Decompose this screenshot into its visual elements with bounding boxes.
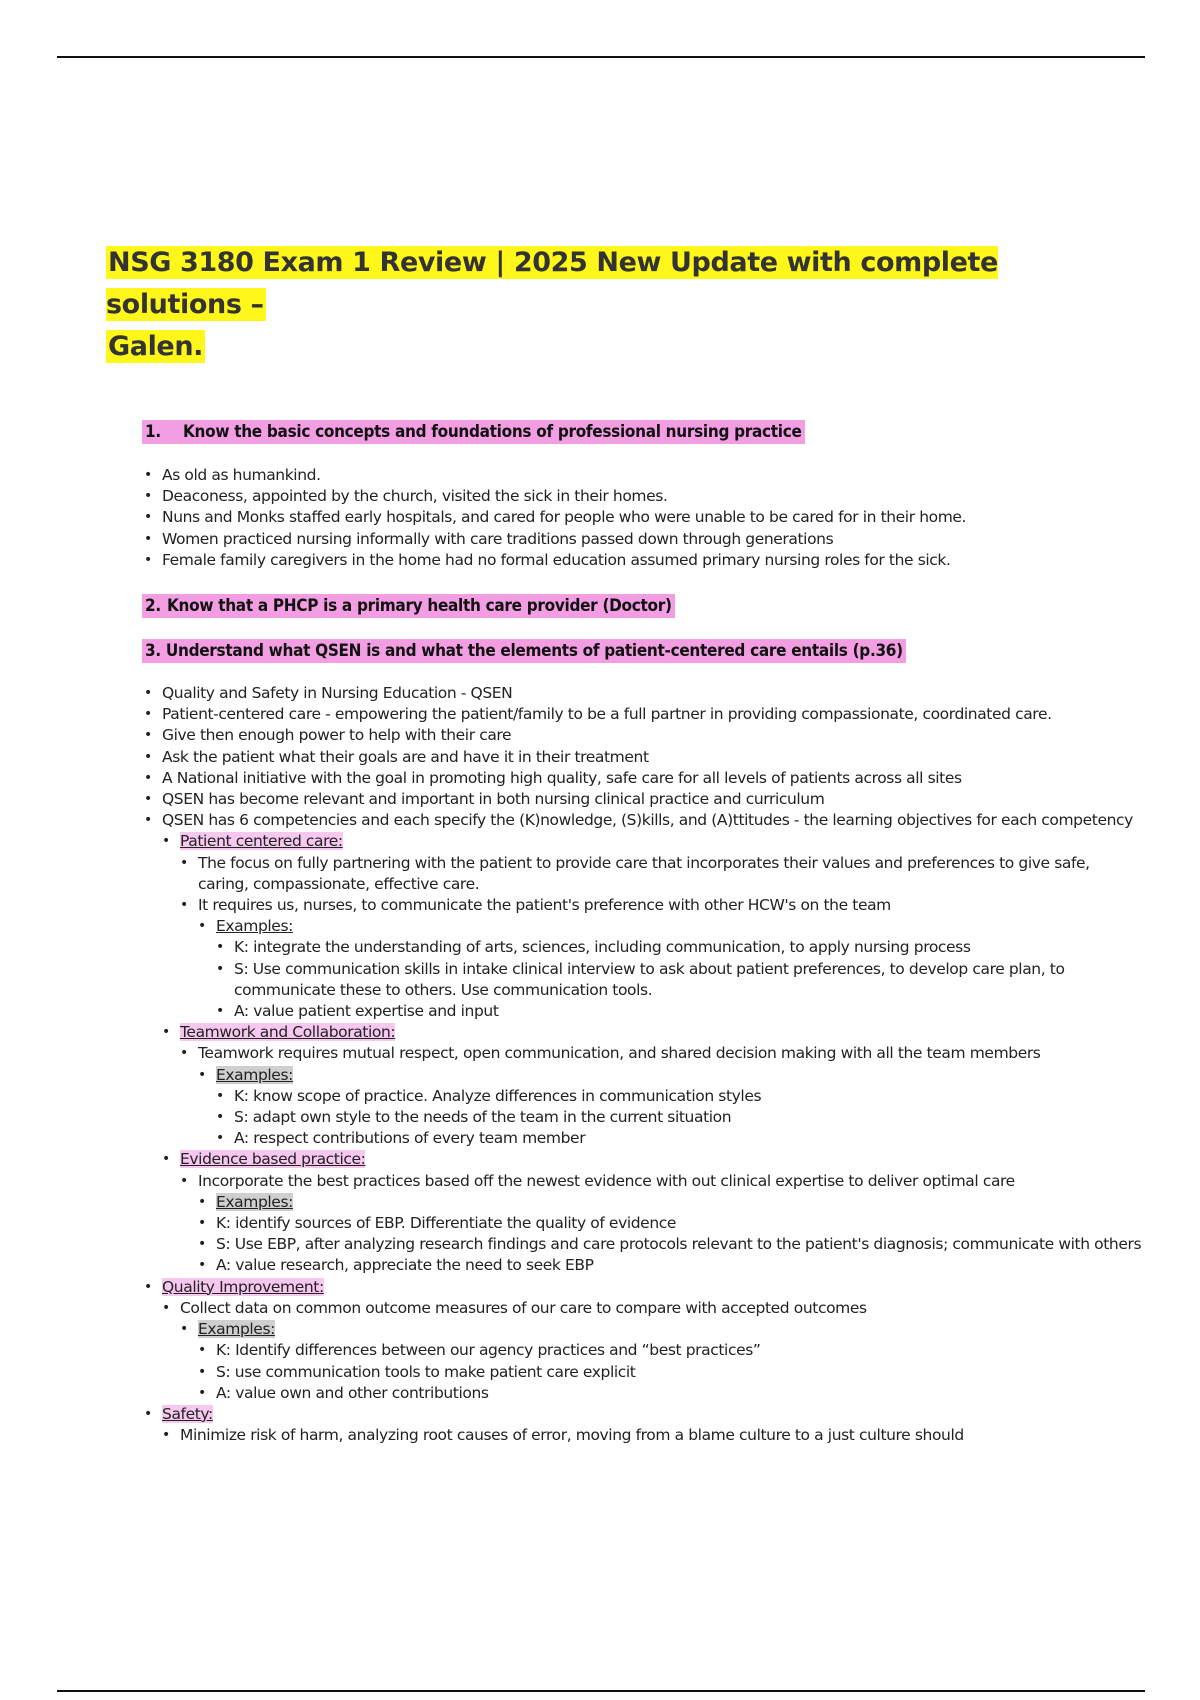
section-2-heading-text: Know that a PHCP is a primary health care provider (Doctor) <box>167 596 672 616</box>
teamwork-label-item <box>160 1022 1142 1043</box>
list-item: • A: value own and other contributions <box>196 1383 1142 1404</box>
list-item: • S: use communication tools to make patient care explicit <box>196 1362 1142 1383</box>
list-item: • Collect data on common outcome measures of our care to compare with accepted outcomes <box>160 1298 1142 1319</box>
list-item: • S: Use EBP, after analyzing research findings and care protocols relevant to the patient's diagnosis; communicate with others <box>196 1234 1142 1255</box>
safety-label: Safety: <box>162 1404 213 1423</box>
list-item: • Women practiced nursing informally with care traditions passed down through generations <box>142 529 1142 550</box>
examples-label-item <box>196 1192 1142 1213</box>
list-item: • QSEN has 6 competencies and each specify the (K)nowledge, (S)kills, and (A)ttitudes - the learning objectives for each competency <box>142 810 1142 831</box>
list-item: • It requires us, nurses, to communicate the patient's preference with other HCW's on the team <box>178 895 1142 916</box>
evidence-label: Evidence based practice: <box>180 1150 366 1169</box>
list-item: • Deaconess, appointed by the church, visited the sick in their homes. <box>142 486 1142 507</box>
list-item: • Patient-centered care - empowering the patient/family to be a full partner in providing compassionate, coordinated care. <box>142 704 1142 725</box>
title-line-2: Galen. <box>108 331 204 362</box>
section-3-heading-text: 3. Understand what QSEN is and what the elements of patient-centered care entails (p.36) <box>145 641 903 661</box>
section-1-number: 1. <box>145 422 161 442</box>
examples-label: Examples: <box>216 917 293 936</box>
list-item: • Female family caregivers in the home had no formal education assumed primary nursing roles for the sick. <box>142 550 1142 571</box>
section-2-number: 2. <box>145 596 161 616</box>
list-item: • Minimize risk of harm, analyzing root causes of error, moving from a blame culture to a just culture should <box>160 1425 1142 1446</box>
quality-label-item <box>142 1277 1142 1298</box>
list-item: • QSEN has become relevant and important in both nursing clinical practice and curriculum <box>142 789 1142 810</box>
list-item: • S: adapt own style to the needs of the team in the current situation <box>214 1107 1142 1128</box>
safety-label-item <box>142 1404 1142 1425</box>
list-item: • S: Use communication skills in intake clinical interview to ask about patient preferences, to develop care plan, to communicate these to others. Use communication tools. <box>214 959 1142 1001</box>
list-item: • K: know scope of practice. Analyze differences in communication styles <box>214 1086 1142 1107</box>
list-item: • K: identify sources of EBP. Differentiate the quality of evidence <box>196 1213 1142 1234</box>
list-item: • A: respect contributions of every team member <box>214 1128 1142 1149</box>
examples-label: Examples: <box>198 1320 275 1339</box>
list-item: • K: Identify differences between our agency practices and “best practices” <box>196 1340 1142 1361</box>
list-item: • Incorporate the best practices based off the newest evidence with out clinical expertise to deliver optimal care <box>178 1171 1142 1192</box>
list-item: • A: value research, appreciate the need to seek EBP <box>196 1255 1142 1276</box>
list-item: • Teamwork requires mutual respect, open communication, and shared decision making with all the team members <box>178 1043 1142 1064</box>
evidence-label-item <box>160 1149 1142 1170</box>
examples-label-item <box>178 1319 1142 1340</box>
section-2-heading <box>142 594 675 618</box>
examples-label-item <box>196 1065 1142 1086</box>
section-3-heading <box>142 639 906 663</box>
examples-label: Examples: <box>216 1065 293 1084</box>
patient-centered-label: Patient centered care: <box>180 832 343 851</box>
patient-centered-label-item <box>160 831 1142 852</box>
teamwork-label: Teamwork and Collaboration: <box>180 1023 396 1042</box>
list-item: • Ask the patient what their goals are and have it in their treatment <box>142 747 1142 768</box>
list-item: • Give then enough power to help with their care <box>142 725 1142 746</box>
section-3-list <box>142 683 1142 1446</box>
list-item: • K: integrate the understanding of arts, sciences, including communication, to apply nursing process <box>214 937 1142 958</box>
examples-label: Examples: <box>216 1192 293 1211</box>
document-title <box>106 242 1106 368</box>
list-item: • Quality and Safety in Nursing Education - QSEN <box>142 683 1142 704</box>
list-item: • The focus on fully partnering with the patient to provide care that incorporates their values and preferences to give safe, caring, compassionate, effective care. <box>178 853 1142 895</box>
section-1-heading-text: Know the basic concepts and foundations of professional nursing practice <box>183 422 802 442</box>
section-1-heading <box>142 420 805 444</box>
section-1-list <box>142 465 1142 571</box>
bottom-rule <box>57 1690 1145 1692</box>
list-item: • As old as humankind. <box>142 465 1142 486</box>
list-item: • A National initiative with the goal in promoting high quality, safe care for all levels of patients across all sites <box>142 768 1142 789</box>
top-rule <box>57 56 1145 58</box>
list-item: • Nuns and Monks staffed early hospitals, and cared for people who were unable to be cared for in their home. <box>142 507 1142 528</box>
list-item: • A: value patient expertise and input <box>214 1001 1142 1022</box>
title-line-1: NSG 3180 Exam 1 Review | 2025 New Update with complete solutions – <box>106 247 998 320</box>
quality-label: Quality Improvement: <box>162 1277 324 1296</box>
examples-label-item <box>196 916 1142 937</box>
